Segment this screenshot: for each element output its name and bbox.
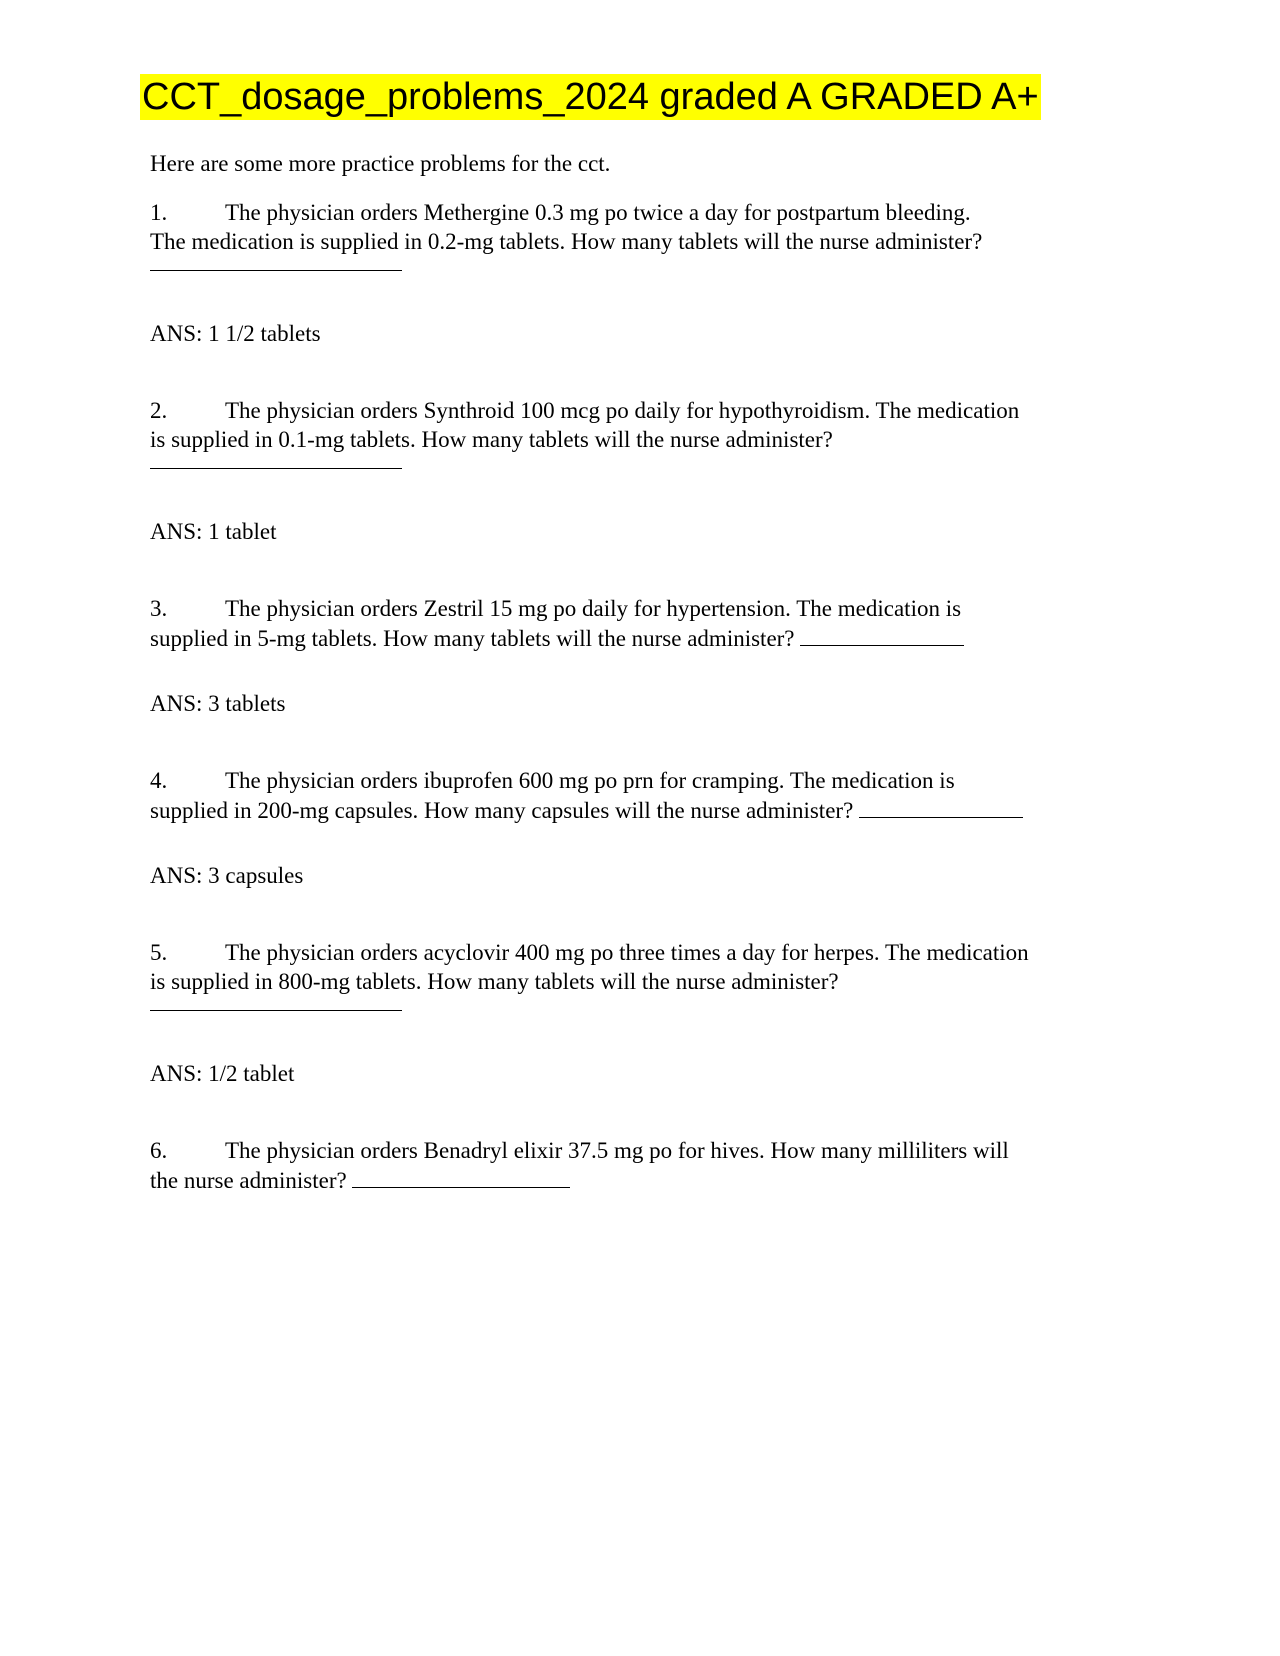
question-5 [150,938,1120,1011]
question-text-cont: supplied in 5-mg tablets. How many tablets will the nurse administer? [150,626,795,651]
question-number: 2. [150,398,168,423]
question-text-cont: supplied in 200-mg capsules. How many capsules will the nurse administer? [150,798,854,823]
question-text-cont: The medication is supplied in 0.2-mg tablets. How many tablets will the nurse administer? [150,229,983,254]
answer-5: ANS: 1/2 tablet [150,1061,295,1086]
answer-blank [150,996,402,1011]
question-number: 1. [150,200,168,225]
question-text: The physician orders Benadryl elixir 37.5 mg po for hives. How many milliliters will [225,1138,1009,1163]
question-number: 4. [150,768,168,793]
question-4 [150,766,1120,825]
question-number: 3. [150,596,168,621]
question-number: 5. [150,940,168,965]
question-text: The physician orders Synthroid 100 mcg po daily for hypothyroidism. The medication [225,398,1020,423]
question-1 [150,198,1120,271]
answer-4: ANS: 3 capsules [150,863,304,888]
question-number: 6. [150,1138,168,1163]
document-title: CCT_dosage_problems_2024 graded A GRADED A+ [142,76,1039,118]
answer-1: ANS: 1 1/2 tablets [150,321,321,346]
question-2 [150,396,1120,469]
question-text: The physician orders ibuprofen 600 mg po prn for cramping. The medication is [225,768,955,793]
question-text-cont: is supplied in 0.1-mg tablets. How many tablets will the nurse administer? [150,427,833,452]
question-text-cont: is supplied in 800-mg tablets. How many tablets will the nurse administer? [150,969,839,994]
intro-text: Here are some more practice problems for the cct. [150,151,611,176]
answer-blank [150,454,402,469]
answer-blank [352,1165,570,1188]
question-text: The physician orders acyclovir 400 mg po three times a day for herpes. The medication [225,940,1029,965]
question-3 [150,594,1120,653]
question-6 [150,1136,1120,1195]
answer-3: ANS: 3 tablets [150,691,286,716]
answer-blank [859,795,1023,818]
answer-2: ANS: 1 tablet [150,519,277,544]
answer-blank [150,256,402,271]
question-text: The physician orders Zestril 15 mg po daily for hypertension. The medication is [225,596,962,621]
question-text: The physician orders Methergine 0.3 mg po twice a day for postpartum bleeding. [225,200,971,225]
answer-blank [800,623,964,646]
question-text-cont: the nurse administer? [150,1168,347,1193]
